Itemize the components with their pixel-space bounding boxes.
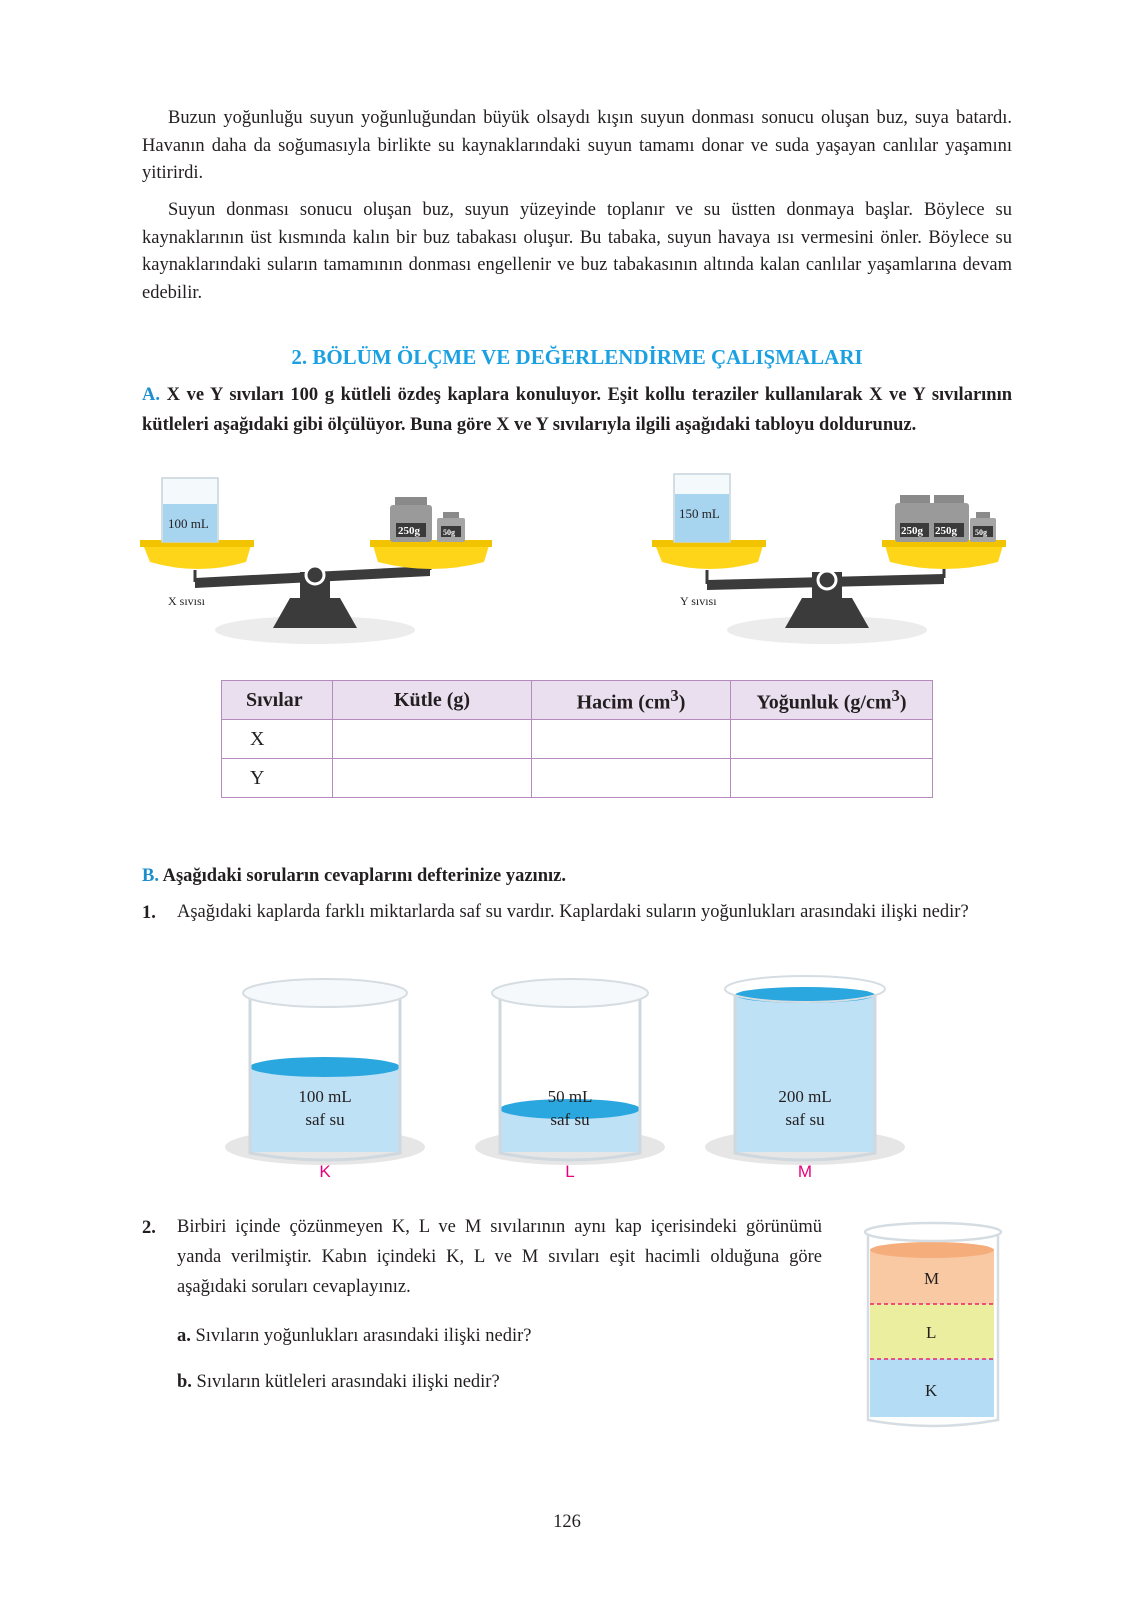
letter-l: L	[565, 1162, 575, 1181]
weight-label-250g-2: 250g	[935, 525, 957, 537]
balance-scale-x	[140, 470, 510, 650]
table-header-row	[222, 681, 933, 720]
layered-liquids-container	[858, 1220, 1018, 1440]
weight-label-250g: 250g	[398, 525, 420, 537]
cell-mass-y	[333, 759, 532, 798]
layer-label-m: M	[924, 1269, 940, 1288]
liquids-table	[221, 680, 933, 798]
beaker-k-label: 100 mL saf su	[298, 1087, 352, 1129]
weight-label-50g: 50g	[443, 528, 455, 537]
section-title: 2. BÖLÜM ÖLÇME VE DEĞERLENDİRME ÇALIŞMALARI	[291, 345, 863, 369]
cell-density-x	[731, 720, 933, 759]
row-label-y: Y	[222, 759, 333, 798]
intro-paragraph-2: Suyun donması sonucu oluşan buz, suyun yüzeyinde toplanır ve su üstten donmaya başlar. Böylece su kaynaklarının üst kısmında kalın bir buz tabakası oluşur. Bu tabaka, suyun havaya ısı vermesini önler. Böylece su kaynaklarındaki suların tamamının donması engellenir ve buz tabakasının altında kalan canlılar yaşamlarına devam edebilir.	[142, 200, 1012, 303]
beaker-l-rim	[492, 979, 648, 1007]
weight-250g-cap	[395, 497, 427, 505]
weight-label-50g: 50g	[975, 528, 987, 537]
q2-text: Birbiri içinde çözünmeyen K, L ve M sıvılarının aynı kap içerisindeki görünümü yanda verilmiştir. Kabın içindeki K, L ve M sıvıları eşit hacimli olduğuna göre aşağıdaki soruları cevaplayınız.	[177, 1217, 822, 1297]
question-b-text: Aşağıdaki soruların cevaplarını defterinize yazınız.	[162, 866, 566, 886]
beaker-k-rim	[243, 979, 407, 1007]
q1-number: 1.	[142, 903, 156, 923]
cell-mass-x	[333, 720, 532, 759]
question-a-text: X ve Y sıvıları 100 g kütleli özdeş kaplara konuluyor. Eşit kollu teraziler kullanılarak X ve Y sıvılarının kütleleri aşağıdaki gibi ölçülüyor. Buna göre X ve Y sıvılarıyla ilgili aşağıdaki tabloyu doldurunuz.	[142, 385, 1013, 435]
header-liquids: Sıvılar	[222, 681, 333, 720]
q1-text: Aşağıdaki kaplarda farklı miktarlarda saf su vardır. Kaplardaki suların yoğunlukları arasındaki ilişki nedir?	[177, 902, 969, 922]
layer-label-l: L	[926, 1323, 937, 1342]
letter-k: K	[319, 1162, 331, 1181]
page-number: 126	[553, 1512, 581, 1532]
cell-volume-x	[532, 720, 731, 759]
layer-label-k: K	[925, 1381, 938, 1400]
balance-scale-y	[652, 470, 1022, 650]
weight-label-250g-1: 250g	[901, 525, 923, 537]
beakers-illustration	[220, 975, 940, 1165]
beaker-m-label: 200 mL saf su	[778, 1087, 832, 1129]
letter-m: M	[797, 1162, 813, 1181]
q2-number: 2.	[142, 1218, 156, 1238]
question-a	[142, 380, 1012, 440]
scale-pivot	[306, 566, 324, 584]
liquid-name-y: Y sıvısı	[680, 594, 717, 608]
scale-pivot	[818, 571, 836, 589]
header-volume: Hacim $(cm^3)$	[532, 681, 731, 720]
intro-paragraph-1: Buzun yoğunluğu suyun yoğunluğundan büyük olsaydı kışın suyun donması sonucu oluşan buz, suya batardı. Havanın daha da soğumasıyla birlikte su kaynaklarındaki suyun tamamı donar ve suda yaşayan canlılar yaşamını yitirirdi.	[142, 108, 1012, 183]
cell-volume-y	[532, 759, 731, 798]
table-row	[222, 720, 933, 759]
beaker-l-label: 50 mL saf su	[547, 1087, 593, 1129]
cell-density-y	[731, 759, 933, 798]
question-a-label: A.	[142, 385, 160, 405]
table-row	[222, 759, 933, 798]
q2-part-a: a. Sıvıların yoğunlukları arasındaki ilişki nedir?	[177, 1326, 532, 1346]
header-density: Yoğunluk $(g/cm^3)$	[731, 681, 933, 720]
question-b-label: B.	[142, 866, 159, 886]
container-rim	[865, 1223, 1001, 1241]
row-label-x: X	[222, 720, 333, 759]
q2-part-b: b. Sıvıların kütleleri arasındaki ilişki nedir?	[177, 1372, 500, 1392]
volume-label-y: 150 mL	[679, 506, 720, 521]
volume-label-x: 100 mL	[168, 516, 209, 531]
header-mass: Kütle (g)	[333, 681, 532, 720]
liquid-name-x: X sıvısı	[168, 594, 206, 608]
question-b	[142, 866, 566, 887]
